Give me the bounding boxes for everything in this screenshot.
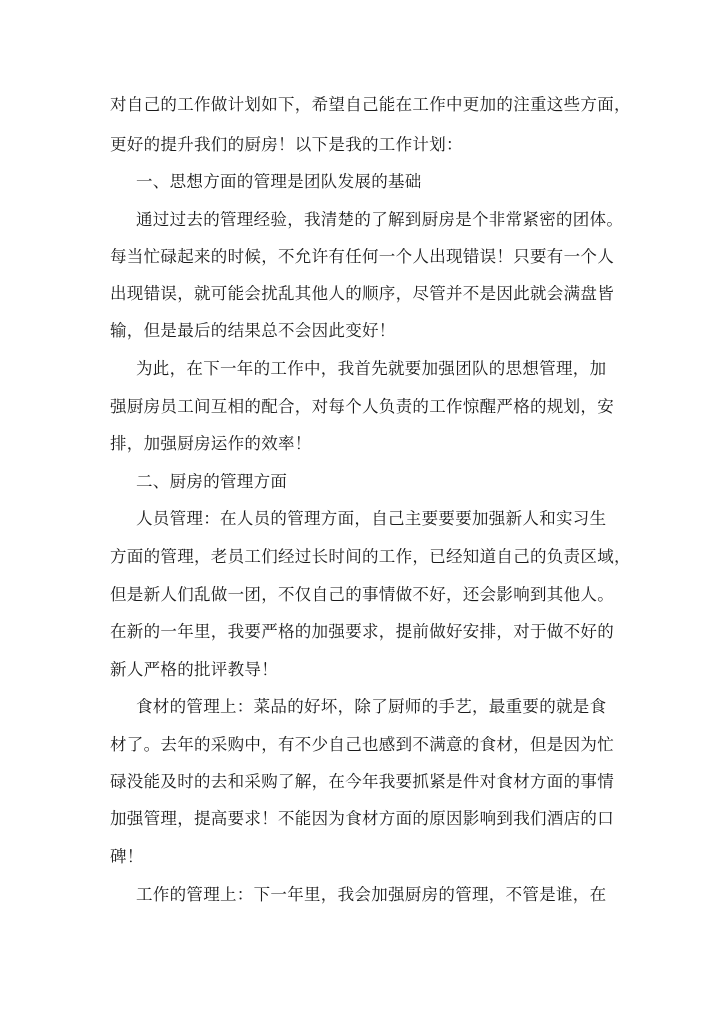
text-line: 碌没能及时的去和采购了解，在今年我要抓紧是件对食材方面的事情	[110, 772, 614, 791]
text-line: 更好的提升我们的厨房！以下是我的工作计划：	[110, 135, 463, 154]
text-line: 加强管理，提高要求！不能因为食材方面的原因影响到我们酒店的口	[110, 809, 614, 828]
text-line: 碑！	[110, 847, 144, 866]
text-line: 对自己的工作做计划如下，希望自己能在工作中更加的注重这些方面，	[110, 95, 631, 114]
text-line: 排，加强厨房运作的效率！	[110, 434, 312, 453]
text-line: 人员管理：在人员的管理方面，自己主要要要加强新人和实习生	[136, 509, 607, 528]
text-line: 食材的管理上：菜品的好坏，除了厨师的手艺，最重要的就是食	[136, 697, 607, 716]
text-line: 每当忙碌起来的时候，不允许有任何一个人出现错误！只要有一个人	[110, 247, 614, 266]
text-line: 工作的管理上：下一年里，我会加强厨房的管理，不管是谁，在	[136, 885, 607, 904]
text-line: 为此，在下一年的工作中，我首先就要加强团队的思想管理，加	[136, 359, 607, 378]
text-line: 但是新人们乱做一团，不仅自己的事情做不好，还会影响到其他人。	[110, 585, 614, 604]
text-line: 通过过去的管理经验，我清楚的了解到厨房是个非常紧密的团体。	[136, 210, 624, 229]
section-heading: 二、厨房的管理方面	[136, 472, 288, 491]
text-line: 材了。去年的采购中，有不少自己也感到不满意的食材，但是因为忙	[110, 735, 614, 754]
text-line: 强厨房员工间互相的配合，对每个人负责的工作惊醒严格的规划，安	[110, 397, 614, 416]
text-line: 新人严格的批评教导！	[110, 660, 278, 679]
text-line: 出现错误，就可能会扰乱其他人的顺序，尽管并不是因此就会满盘皆	[110, 284, 614, 303]
text-line: 方面的管理，老员工们经过长时间的工作，已经知道自己的负责区域，	[110, 547, 631, 566]
text-line: 在新的一年里，我要严格的加强要求，提前做好安排，对于做不好的	[110, 622, 614, 641]
section-heading: 一、思想方面的管理是团队发展的基础	[136, 172, 422, 191]
text-line: 输，但是最后的结果总不会因此变好！	[110, 321, 396, 340]
